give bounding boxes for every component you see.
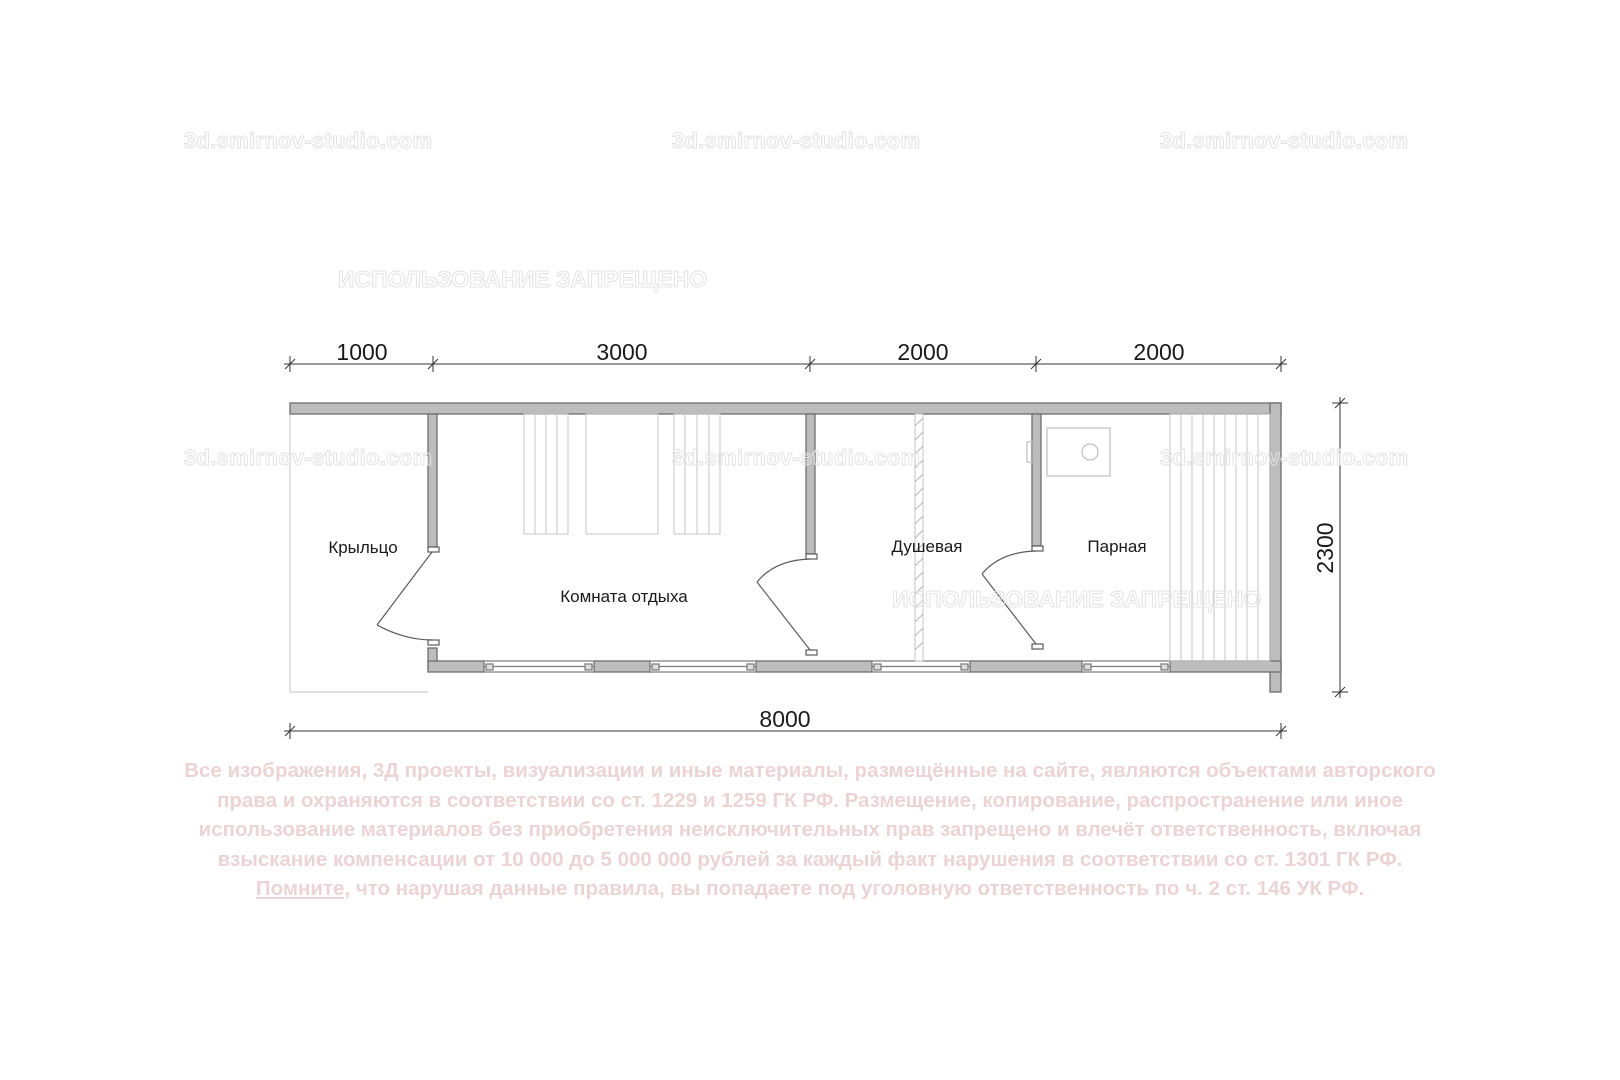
watermark-site: 3d.smirnov-studio.com [1160,445,1409,470]
window-4 [1082,661,1170,672]
copyright-line: взыскание компенсации от 10 000 до 5 000 000 рублей за каждый факт нарушения в соответствии со ст. 1301 ГК РФ. [217,847,1403,871]
watermark-ban: ИСПОЛЬЗОВАНИЕ ЗАПРЕЩЕНО [338,266,708,292]
copyright-line: Все изображения, 3Д проекты, визуализации и иные материалы, размещённые на сайте, являются объектами авторского [184,759,1436,782]
restroom-furniture [524,414,720,534]
door-jamb [806,554,817,559]
interior-walls [428,414,1041,554]
remember-link[interactable]: Помните, [255,877,351,900]
copyright-line: права и охраняются в соответствии со ст. 1229 и 1259 ГК РФ. Размещение, копирование, распространение или иное [216,788,1404,812]
door-jamb [806,650,817,655]
room-shower-label: Душевая [891,537,963,556]
room-rest-label: Комната отдыха [560,587,688,606]
restroom-partition [806,414,815,554]
door-jamb [428,547,439,552]
copyright-line-text: что нарушая данные правила, вы попадаете под уголовную ответственность по ч. 2 ст. 146 УК РФ. [350,877,1365,900]
door-jamb [1032,546,1043,551]
window-1 [484,661,594,672]
porch-door-swing [377,625,432,640]
dim-steam-room: 2000 [1133,339,1185,365]
dim-rest-room: 3000 [596,339,648,365]
watermark-site: 3d.smirnov-studio.com [672,128,921,153]
door-jamb [428,640,439,645]
copyright-line: использование материалов без приобретения неисключительных прав запрещено и влечёт ответственность, включая [198,818,1422,841]
dim-porch: 1000 [336,339,388,365]
shower-partition [1032,414,1041,546]
restroom-door-leaf [757,582,810,650]
restroom-door-swing [757,559,810,582]
porch-door-leaf [377,552,432,625]
steam-door-swing [982,551,1036,574]
watermark-site: 3d.smirnov-studio.com [184,128,433,153]
copyright-notice [80,756,1540,904]
watermark-site: 3d.smirnov-studio.com [184,445,433,470]
window-3 [872,661,970,672]
porch-partition-upper [428,414,437,547]
room-steam-label: Парная [1087,537,1147,556]
window-2 [650,661,756,672]
dim-shower: 2000 [897,339,949,365]
top-dimension-labels [336,339,1184,365]
wall-top [290,403,1281,414]
room-porch-label: Крыльцо [328,538,398,557]
watermark-ban: ИСПОЛЬЗОВАНИЕ ЗАПРЕЩЕНО [892,586,1262,612]
watermark-site: 3d.smirnov-studio.com [672,445,921,470]
copyright-line [80,874,1540,904]
dim-total-length: 8000 [759,706,811,732]
dim-total-depth: 2300 [1312,522,1338,574]
door-jamb [1032,644,1043,649]
watermark-site: 3d.smirnov-studio.com [1160,128,1409,153]
